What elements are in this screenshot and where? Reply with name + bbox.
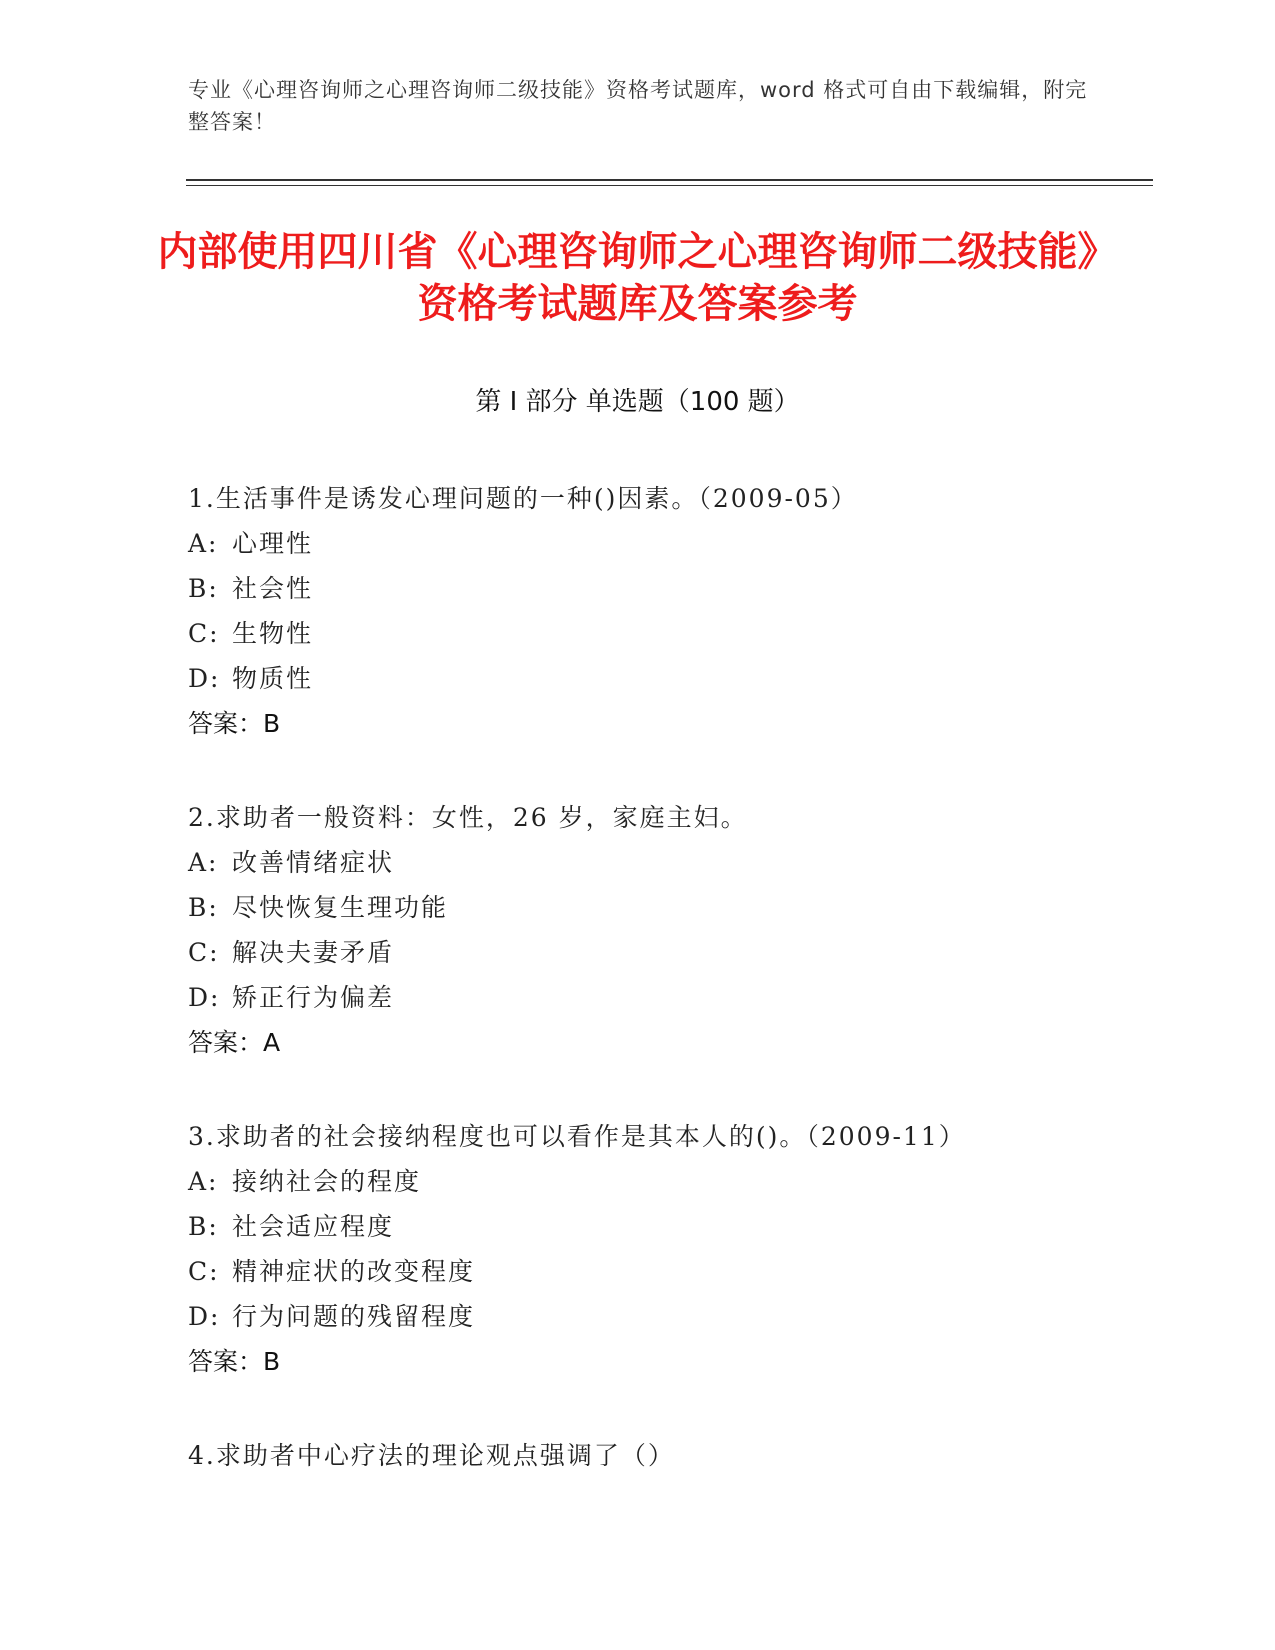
option-text: 改善情绪症状 bbox=[232, 848, 395, 877]
option-b bbox=[188, 566, 1148, 611]
option-a bbox=[188, 840, 1148, 885]
document-title: 内部使用四川省《心理咨询师之心理咨询师二级技能》资格考试题库及答案参考 bbox=[157, 229, 1118, 327]
option-text: 矫正行为偏差 bbox=[232, 983, 395, 1012]
option-letter: D: bbox=[188, 983, 221, 1012]
option-text: 尽快恢复生理功能 bbox=[232, 893, 449, 922]
question-text: 3.求助者的社会接纳程度也可以看作是其本人的()。（2009-11） bbox=[188, 1122, 966, 1151]
option-a bbox=[188, 521, 1148, 566]
option-b bbox=[188, 1204, 1148, 1249]
header-rule-thin bbox=[186, 185, 1153, 186]
option-letter: A: bbox=[188, 529, 219, 558]
answer: 答案：B bbox=[188, 1347, 281, 1376]
question-list bbox=[188, 476, 1148, 1527]
question-4 bbox=[188, 1433, 1148, 1478]
question-text: 4.求助者中心疗法的理论观点强调了（） bbox=[188, 1441, 675, 1470]
option-text: 社会性 bbox=[232, 574, 314, 603]
option-d bbox=[188, 656, 1148, 701]
answer: 答案：B bbox=[188, 709, 281, 738]
option-letter: C: bbox=[188, 938, 220, 967]
option-text: 精神症状的改变程度 bbox=[232, 1257, 476, 1286]
header-note: 专业《心理咨询师之心理咨询师二级技能》资格考试题库，word 格式可自由下载编辑，附完整答案！ bbox=[188, 78, 1088, 134]
option-c bbox=[188, 930, 1148, 975]
option-letter: B: bbox=[188, 1212, 219, 1241]
option-text: 物质性 bbox=[232, 664, 314, 693]
option-letter: B: bbox=[188, 574, 219, 603]
option-letter: C: bbox=[188, 1257, 220, 1286]
option-text: 接纳社会的程度 bbox=[232, 1167, 422, 1196]
option-text: 社会适应程度 bbox=[232, 1212, 395, 1241]
option-text: 心理性 bbox=[232, 529, 314, 558]
option-text: 解决夫妻矛盾 bbox=[232, 938, 395, 967]
question-2 bbox=[188, 795, 1148, 1065]
option-c bbox=[188, 611, 1148, 656]
option-d bbox=[188, 975, 1148, 1020]
option-letter: A: bbox=[188, 1167, 219, 1196]
option-letter: A: bbox=[188, 848, 219, 877]
option-a bbox=[188, 1159, 1148, 1204]
header-rule-thick bbox=[186, 179, 1153, 181]
question-1 bbox=[188, 476, 1148, 746]
question-text: 1.生活事件是诱发心理问题的一种()因素。（2009-05） bbox=[188, 484, 858, 513]
question-3 bbox=[188, 1114, 1148, 1384]
option-letter: C: bbox=[188, 619, 220, 648]
option-d bbox=[188, 1294, 1148, 1339]
section-title: 第 I 部分 单选题（100 题） bbox=[475, 387, 800, 417]
option-b bbox=[188, 885, 1148, 930]
option-text: 生物性 bbox=[232, 619, 314, 648]
option-letter: B: bbox=[188, 893, 219, 922]
answer: 答案：A bbox=[188, 1028, 281, 1057]
option-letter: D: bbox=[188, 1302, 221, 1331]
option-text: 行为问题的残留程度 bbox=[232, 1302, 476, 1331]
question-text: 2.求助者一般资料：女性，26 岁，家庭主妇。 bbox=[188, 803, 748, 832]
option-letter: D: bbox=[188, 664, 221, 693]
option-c bbox=[188, 1249, 1148, 1294]
